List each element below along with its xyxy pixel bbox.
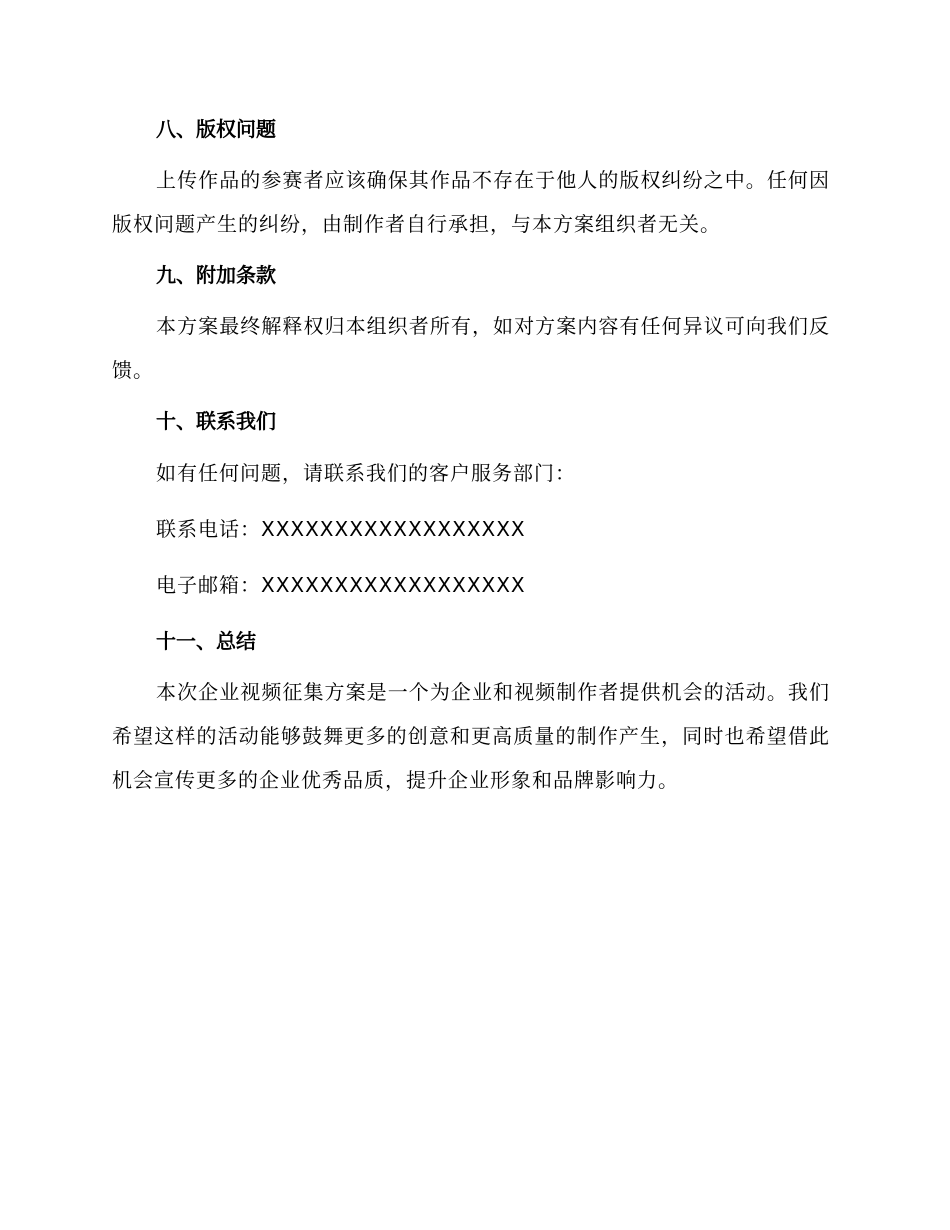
section-contact [112,404,830,602]
section-paragraph: 本次企业视频征集方案是一个为企业和视频制作者提供机会的活动。我们希望这样的活动能够鼓舞更多的创意和更高质量的制作产生，同时也希望借此机会宣传更多的企业优秀品质，提升企业形象和品牌影响力。 [112,680,830,792]
section-paragraph: 本方案最终解释权归本组织者所有，如对方案内容有任何异议可向我们反馈。 [112,314,830,382]
section-heading: 十一、总结 [156,629,256,653]
contact-phone: 联系电话：XXXXXXXXXXXXXXXXXX [156,517,526,541]
contact-intro: 如有任何问题，请联系我们的客户服务部门： [156,461,576,485]
contact-email: 电子邮箱：XXXXXXXXXXXXXXXXXX [156,573,526,597]
section-additional-terms [112,258,830,392]
section-heading: 九、附加条款 [156,263,276,287]
section-heading: 十、联系我们 [156,409,276,433]
section-heading: 八、版权问题 [156,117,276,141]
section-summary [112,624,830,802]
section-copyright [112,112,830,246]
section-paragraph: 上传作品的参赛者应该确保其作品不存在于他人的版权纠纷之中。任何因版权问题产生的纠纷，由制作者自行承担，与本方案组织者无关。 [112,168,830,236]
document-page [112,112,830,814]
